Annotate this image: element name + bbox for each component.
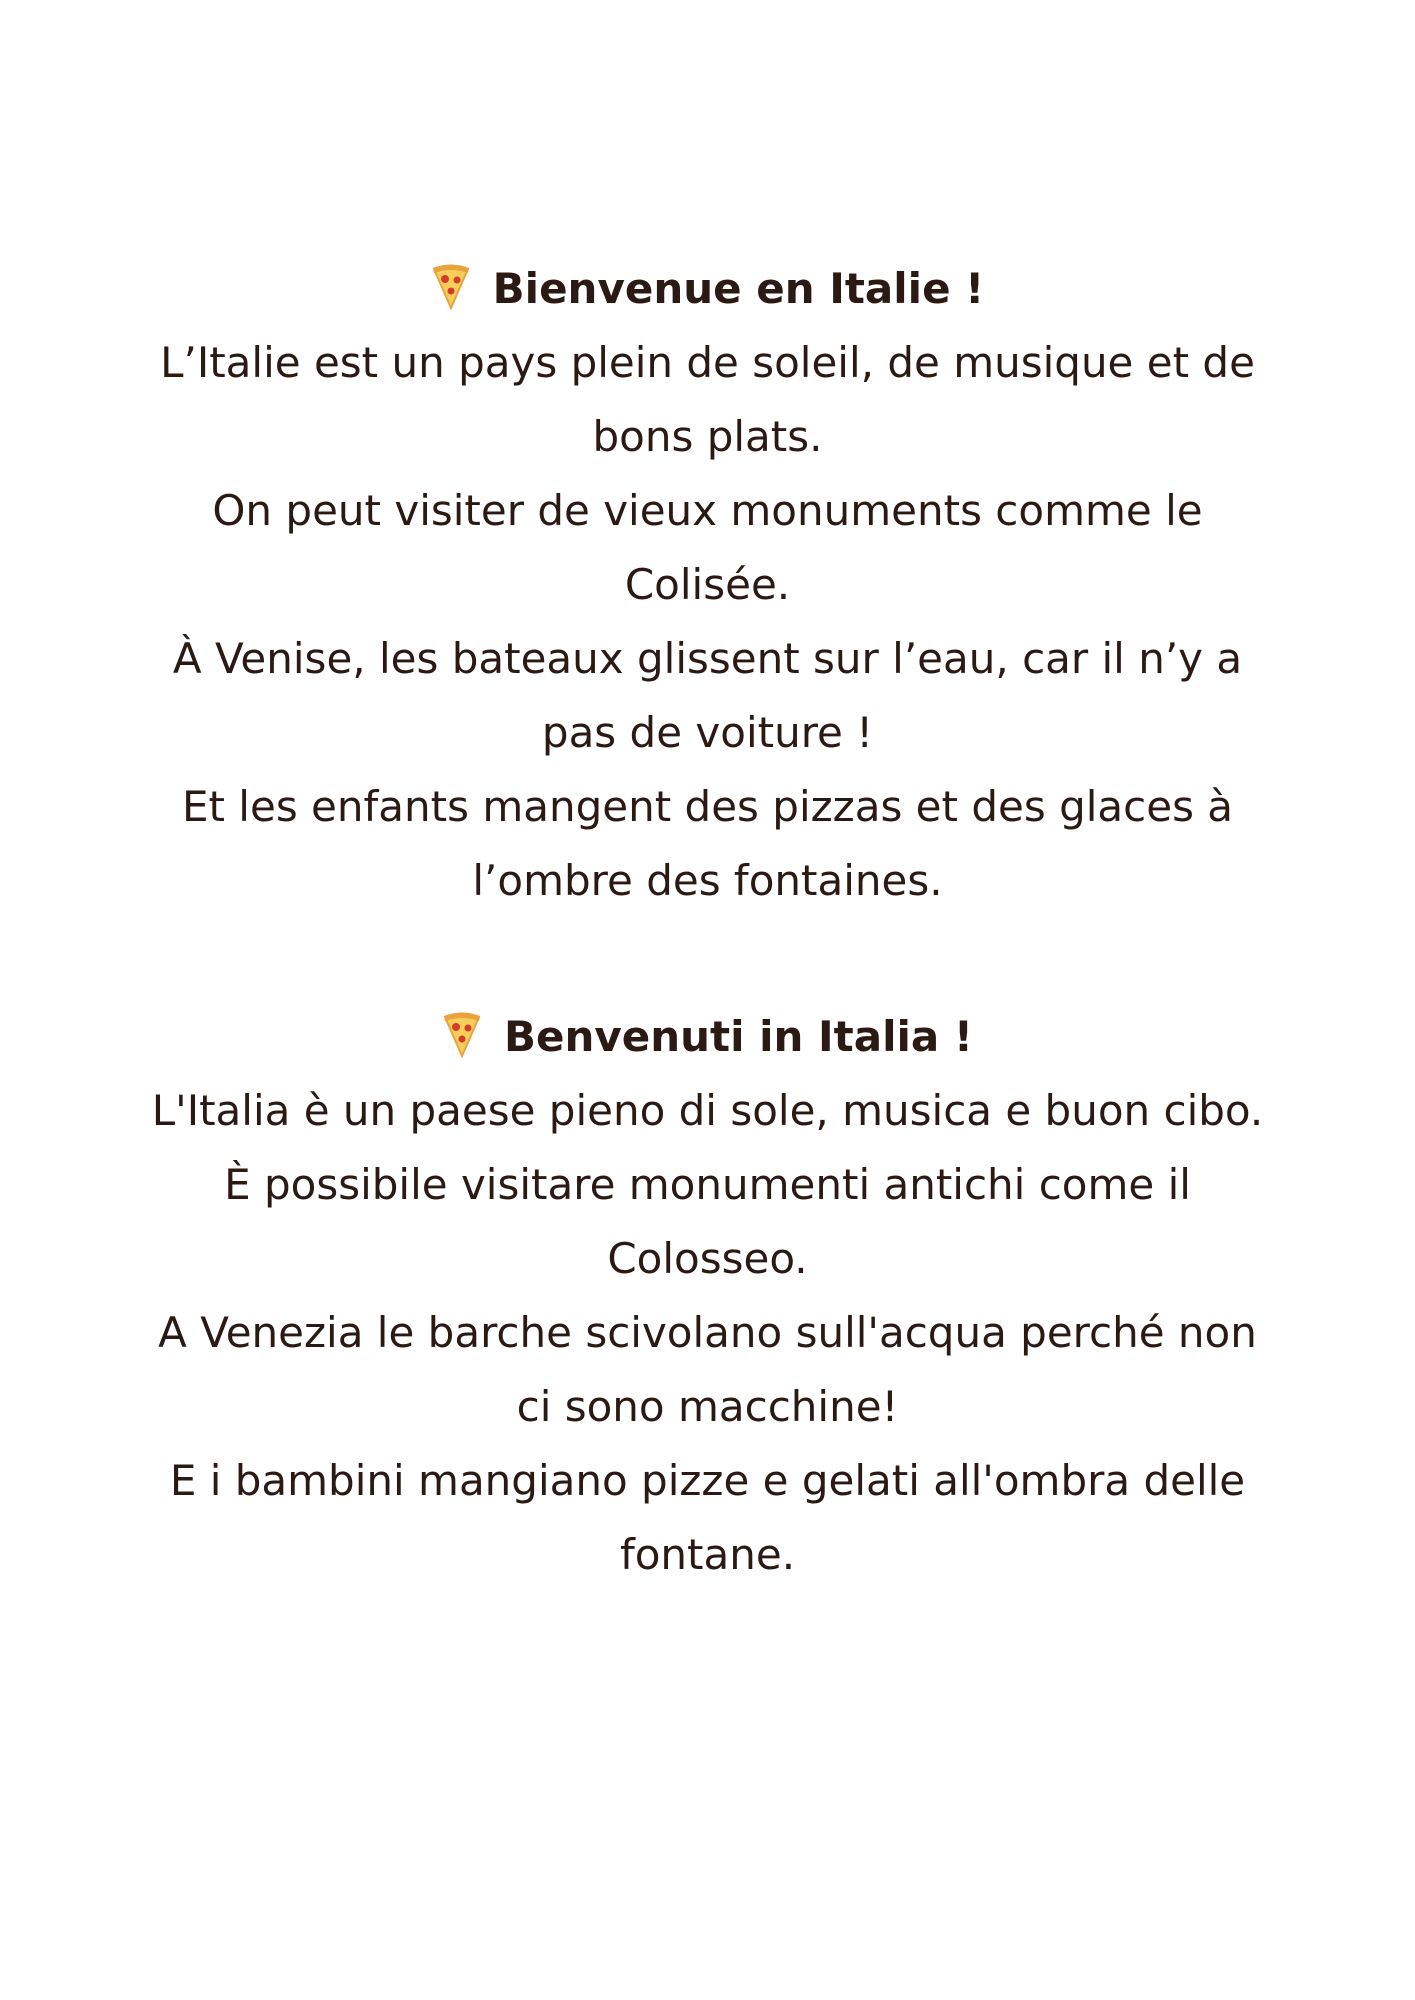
paragraph: À Venise, les bateaux glissent sur l’eau, car il n’y a pas de voiture ! — [172, 634, 1243, 757]
paragraph: L’Italie est un pays plein de soleil, de musique et de bons plats. — [160, 338, 1255, 461]
heading-text: Benvenuti in Italia ! — [503, 1012, 974, 1061]
pizza-slice-icon — [431, 264, 471, 310]
section-heading — [140, 1000, 1275, 1074]
paragraph: A Venezia le barche scivolano sull'acqua perché non ci sono macchine! — [158, 1308, 1257, 1431]
section-italian — [140, 1000, 1275, 1592]
section-heading — [140, 252, 1275, 326]
paragraph: È possibile visitare monumenti antichi come il Colosseo. — [224, 1160, 1191, 1283]
paragraph: E i bambini mangiano pizze e gelati all'ombra delle fontane. — [169, 1456, 1246, 1579]
paragraph: L'Italia è un paese pieno di sole, musica e buon cibo. — [151, 1086, 1264, 1135]
heading-text: Bienvenue en Italie ! — [492, 264, 985, 313]
paragraph: On peut visiter de vieux monuments comme le Colisée. — [212, 486, 1203, 609]
paragraph: Et les enfants mangent des pizzas et des glaces à l’ombre des fontaines. — [181, 782, 1234, 905]
section-french — [140, 252, 1275, 918]
pizza-slice-icon — [442, 1012, 482, 1058]
